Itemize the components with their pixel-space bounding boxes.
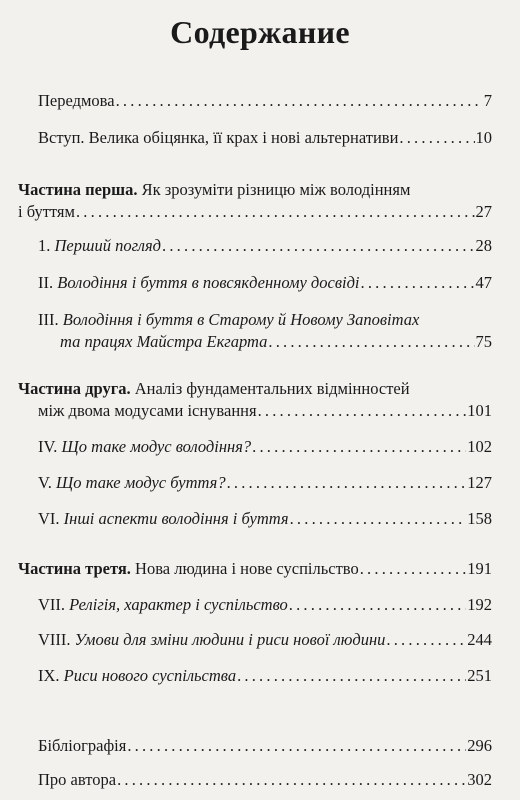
toc-page-number: 10 xyxy=(475,128,492,147)
toc-page-number: 7 xyxy=(483,91,492,110)
chapter-number: 1. xyxy=(38,236,55,255)
leader-dots xyxy=(252,437,466,457)
toc-entry-title: Релігія, характер і суспільство xyxy=(69,595,288,614)
toc-page-number: 47 xyxy=(475,273,492,292)
chapter-number: VI. xyxy=(38,509,64,528)
toc-entry-title: Володіння і буття в повсякденному досвіді xyxy=(57,273,360,292)
leader-dots xyxy=(258,401,467,421)
toc-entry-title: Бібліографія xyxy=(38,736,127,755)
leader-dots xyxy=(268,332,474,352)
toc-page-number: 244 xyxy=(467,630,492,649)
leader-dots xyxy=(386,630,466,650)
leader-dots xyxy=(116,91,483,111)
toc-page-number: 302 xyxy=(467,770,492,789)
part-label: Частина друга. xyxy=(18,379,131,398)
leader-dots xyxy=(360,559,467,579)
toc-entry-title: Інші аспекти володіння і буття xyxy=(63,509,289,528)
chapter-number: VII. xyxy=(38,595,70,614)
toc-entry-title: Вступ. Велика обіцянка, її крах і нові альтернативи xyxy=(38,128,399,147)
chapter-number: III. xyxy=(38,310,63,329)
toc-page-number: 192 xyxy=(467,595,492,614)
toc-entry-title: Про автора xyxy=(38,770,117,789)
toc-page-number: 296 xyxy=(467,736,492,755)
toc-entry-title: Нова людина і нове суспільство xyxy=(130,559,359,578)
toc-page-number: 158 xyxy=(467,509,492,528)
toc-entry-title: Перший погляд xyxy=(54,236,162,255)
leader-dots xyxy=(76,202,475,222)
toc-entry-title-continued: між двома модусами існування xyxy=(38,401,257,420)
toc-page-number: 28 xyxy=(475,236,492,255)
leader-dots xyxy=(227,473,467,493)
toc-entry-title: Що таке модус буття? xyxy=(56,473,226,492)
toc-entry-title: Риси нового суспільства xyxy=(63,666,237,685)
leader-dots xyxy=(237,666,466,686)
leader-dots xyxy=(399,128,474,148)
chapter-number: IV. xyxy=(38,437,62,456)
toc-page-number: 101 xyxy=(467,401,492,420)
toc-entry-title-continued: та працях Майстра Екгарта xyxy=(60,332,268,351)
leader-dots xyxy=(127,736,466,756)
toc-entry-title: Передмова xyxy=(38,91,115,110)
part-label: Частина перша. xyxy=(18,180,138,199)
toc-entry-title: Володіння і буття в Старому й Новому Заповітах xyxy=(62,310,420,329)
toc-entry-title: Що таке модус володіння? xyxy=(61,437,252,456)
toc-entry-title-continued: і буттям xyxy=(18,202,75,221)
toc-page-number: 127 xyxy=(467,473,492,492)
toc-entry-title: Умови для зміни людини і риси нової людини xyxy=(74,630,386,649)
leader-dots xyxy=(117,770,466,790)
toc-page-number: 75 xyxy=(475,332,492,351)
chapter-number: V. xyxy=(38,473,57,492)
part-label: Частина третя. xyxy=(18,559,131,578)
leader-dots xyxy=(162,236,474,256)
leader-dots xyxy=(361,273,475,293)
leader-dots xyxy=(289,595,466,615)
chapter-number: VIII. xyxy=(38,630,75,649)
chapter-number: II. xyxy=(38,273,58,292)
leader-dots xyxy=(290,509,467,529)
chapter-number: IX. xyxy=(38,666,64,685)
toc-page-number: 191 xyxy=(467,559,492,578)
page-title: Содержание xyxy=(170,14,350,50)
toc-entry-title: Як зрозуміти різницю між володінням xyxy=(137,180,411,199)
toc-entry-title: Аналіз фундаментальних відмінностей xyxy=(130,379,410,398)
toc-page-number: 27 xyxy=(475,202,492,221)
toc-page-number: 251 xyxy=(467,666,492,685)
toc-page-number: 102 xyxy=(467,437,492,456)
